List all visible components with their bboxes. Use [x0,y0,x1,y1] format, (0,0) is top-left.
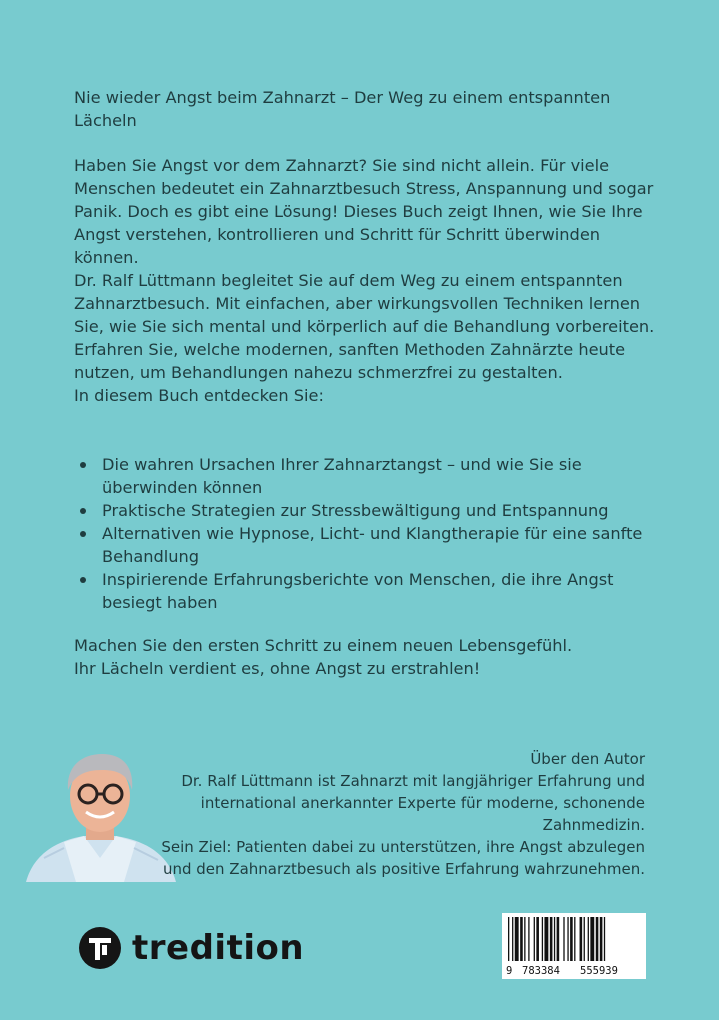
tredition-logo-icon [78,926,122,970]
list-item: Die wahren Ursachen Ihrer Zahnarztangst – und wie Sie sie überwinden können [74,453,664,499]
author-line: und den Zahnarztbesuch als positive Erfahrung wahrzunehmen. [162,860,645,878]
author-line: Dr. Ralf Lüttmann ist Zahnarzt mit langjähriger Erfahrung und [181,772,645,790]
isbn-prefix: 9 [506,965,513,977]
author-line: international anerkannter Experte für moderne, schonende [200,794,645,812]
isbn-group: 783384 [522,965,560,977]
isbn-group: 555939 [580,965,618,977]
book-headline [74,86,674,132]
feature-list [74,453,664,614]
author-line: Zahnmedizin. [542,816,645,834]
isbn-number [502,965,646,977]
author-heading: Über den Autor [530,750,645,768]
intro-paragraph: Haben Sie Angst vor dem Zahnarzt? Sie sind nicht allein. Für viele Menschen bedeutet ein Zahnarztbesuch Stress, Anspannung und sogar Panik. Doch es gibt eine Lösung! Dieses Buch zeigt Ihnen, wie Sie Ihre Angst verstehen, kontrollieren und Schritt für Schritt überwinden können. [74,156,654,267]
isbn-barcode [502,913,646,979]
list-item: Alternativen wie Hypnose, Licht- und Klangtherapie für eine sanfte Behandlung [74,522,664,568]
closing-line: Machen Sie den ersten Schritt zu einem neuen Lebensgefühl. [74,636,573,655]
intro-text [74,154,664,407]
headline-line: Nie wieder Angst beim Zahnarzt – Der Weg zu einem entspannten [74,88,611,107]
headline-line: Lächeln [74,111,137,130]
publisher-name: tredition [132,928,305,968]
barcode-bars [508,917,640,961]
author-line: Sein Ziel: Patienten dabei zu unterstützen, ihre Angst abzulegen [161,838,645,856]
about-author [145,748,645,880]
intro-paragraph: Dr. Ralf Lüttmann begleitet Sie auf dem Weg zu einem entspannten Zahnarztbesuch. Mit einfachen, aber wirkungsvollen Techniken lernen Sie, wie Sie sich mental und körperlich auf die Behandlung vorbereiten. Erfahren Sie, welche modernen, sanften Methoden Zahnärzte heute nutzen, um Behandlungen nahezu schmerzfrei zu gestalten. [74,271,655,382]
publisher-logo [78,925,304,971]
list-item: Praktische Strategien zur Stressbewältigung und Entspannung [74,499,664,522]
closing-text [74,634,664,680]
intro-paragraph: In diesem Buch entdecken Sie: [74,386,324,405]
list-item: Inspirierende Erfahrungsberichte von Menschen, die ihre Angst besiegt haben [74,568,664,614]
closing-line: Ihr Lächeln verdient es, ohne Angst zu erstrahlen! [74,659,481,678]
